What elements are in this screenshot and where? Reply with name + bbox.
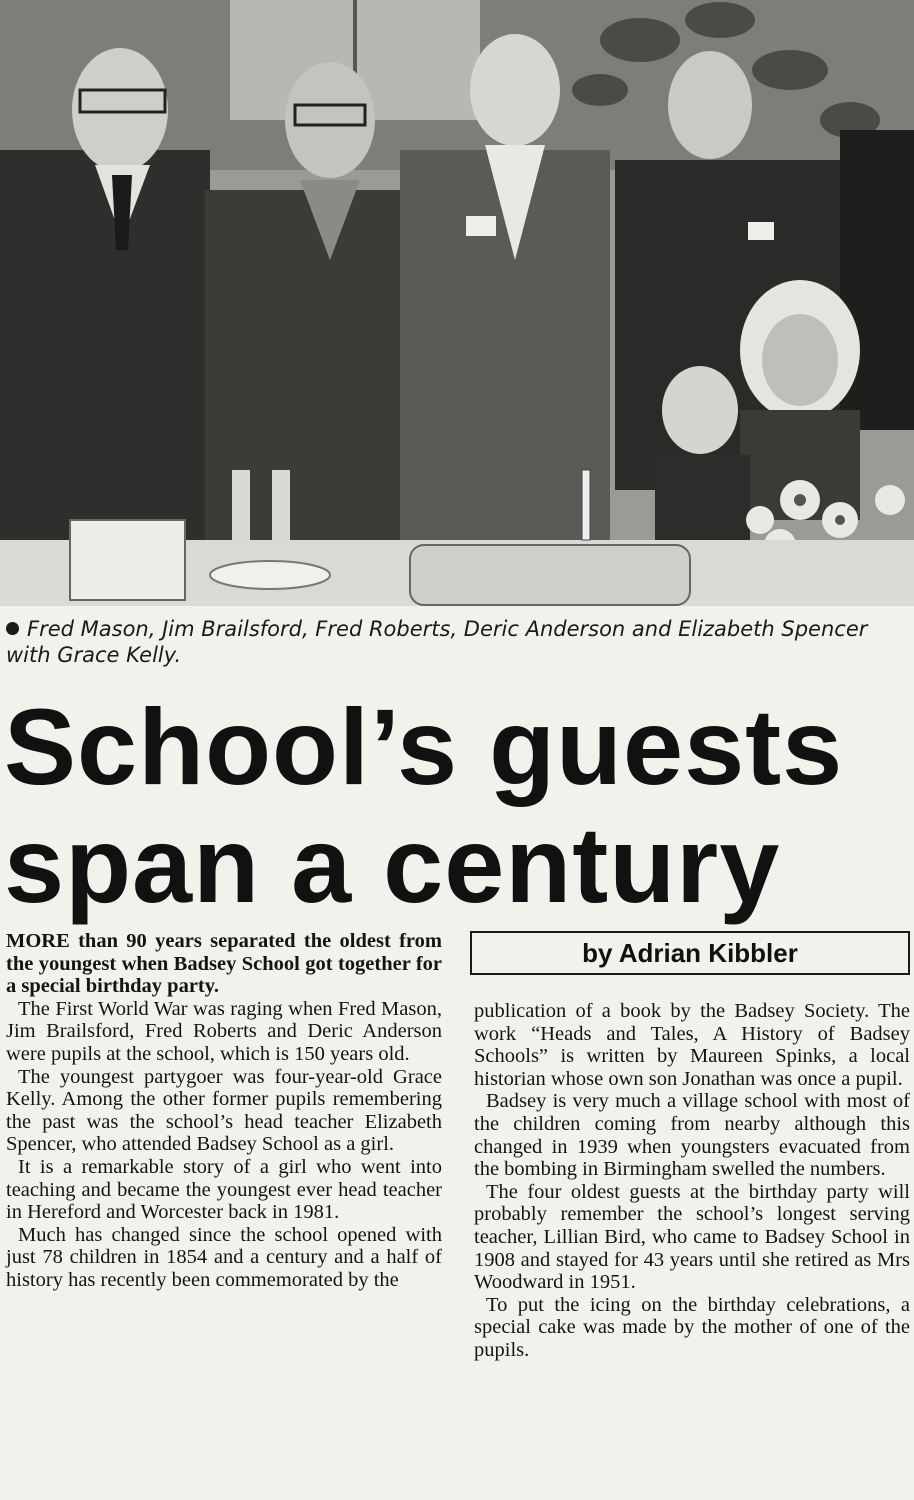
body-paragraph: It is a remarkable story of a girl who went into teaching and became the youngest ever head teacher in Hereford and Worcester back in 1981.: [6, 1155, 442, 1224]
lead-paragraph: MORE than 90 years separated the oldest from the youngest when Badsey School got together for a special birthday party.: [6, 930, 442, 998]
body-paragraph: Much has changed since the school opened with just 78 children in 1854 and a century and a half of history has recently been commemorated by the: [6, 1223, 442, 1291]
body-paragraph: To put the icing on the birthday celebrations, a special cake was made by the mother of one of the pupils.: [474, 1293, 910, 1361]
body-paragraph: publication of a book by the Badsey Society. The work “Heads and Tales, A History of Badsey Schools” is written by Maureen Spinks, a local historian whose own son Jonathan was once a pupil.: [474, 1000, 910, 1090]
group-photo-illustration: [0, 0, 914, 606]
body-paragraph: The four oldest guests at the birthday party will probably remember the school’s longest serving teacher, Lillian Bird, who came to Badsey School in 1908 and stayed for 43 years until she retired as Mrs Woodward in 1951.: [474, 1180, 910, 1294]
caption-bullet-icon: [6, 622, 19, 635]
byline-text: by Adrian Kibbler: [582, 937, 798, 968]
article-column-left: [6, 930, 442, 1292]
byline-box: [470, 931, 910, 975]
body-paragraph: The youngest partygoer was four-year-old Grace Kelly. Among the other former pupils remembering the past was the school’s head teacher Elizabeth Spencer, who attended Badsey School as a girl.: [6, 1065, 442, 1156]
body-paragraph: Badsey is very much a village school with most of the children coming from nearby although this changed in 1939 when youngsters evacuated from the bombing in Birmingham swelled the numbers.: [474, 1090, 910, 1181]
headline-line-2: span a century: [4, 804, 781, 925]
caption-text: Fred Mason, Jim Brailsford, Fred Roberts, Deric Anderson and Elizabeth Spencer with Grace Kelly.: [6, 617, 868, 667]
body-paragraph: The First World War was raging when Fred Mason, Jim Brailsford, Fred Roberts and Deric Anderson were pupils at the school, which is 150 years old.: [6, 997, 442, 1065]
headline-line-1: School’s guests: [4, 686, 844, 807]
group-photo: [0, 0, 914, 606]
article-column-right: [474, 1000, 910, 1362]
headline: [4, 688, 910, 924]
photo-caption: [6, 616, 910, 668]
